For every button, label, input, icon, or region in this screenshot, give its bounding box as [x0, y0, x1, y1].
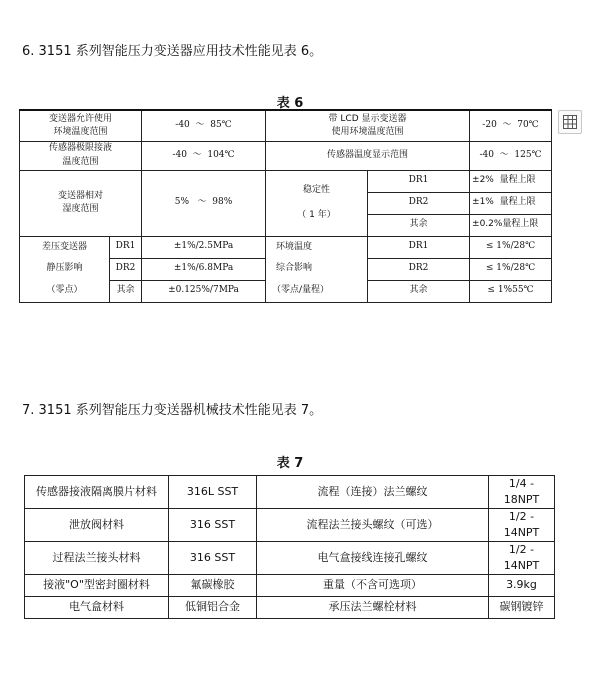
stability-dr2-key: DR2 [368, 192, 470, 214]
spec-key: 电气盒材料 [25, 596, 169, 618]
static-pressure-label-line1: 差压变送器 [20, 236, 110, 258]
stability-label-main: 稳定性 [303, 184, 331, 195]
sensor-temp-display-value: -40 ～ 125℃ [470, 141, 552, 170]
ambient-effect-label-line1: 环境温度 [266, 236, 368, 258]
static-pressure-label-line3: （零点） [20, 280, 110, 302]
spec-value: 氟碳橡胶 [169, 574, 257, 596]
section-7-heading: 7. 3151 系列智能压力变送器机械技术性能见表 7。 [22, 403, 323, 418]
static-dr1-key: DR1 [110, 236, 142, 258]
spec-value: 3.9kg [489, 574, 555, 596]
spec-value: 1/2 - 14NPT [489, 508, 555, 541]
table-7-caption: 表 7 [276, 456, 304, 471]
static-other-key: 其余 [110, 280, 142, 302]
table-row [25, 541, 555, 574]
spec-key: 泄放阀材料 [25, 508, 169, 541]
table-row [25, 596, 555, 618]
ambient-effect-label-line2: 综合影响 [266, 258, 368, 280]
ambient-dr2-value: ≤ 1%/28℃ [470, 258, 552, 280]
ambient-dr1-value: ≤ 1%/28℃ [470, 236, 552, 258]
sensor-temp-display-label: 传感器温度显示范围 [266, 141, 470, 170]
table-6 [19, 109, 552, 303]
sensor-wetted-temp-label: 传感器极限接液 温度范围 [20, 141, 142, 170]
ambient-temp-value: -40 ～ 85℃ [142, 110, 266, 141]
table-7 [24, 475, 555, 619]
spec-value: 低铜铝合金 [169, 596, 257, 618]
table-grid-icon [562, 114, 578, 130]
section-6-heading: 6. 3151 系列智能压力变送器应用技术性能见表 6。 [22, 44, 323, 59]
stability-dr1-key: DR1 [368, 170, 470, 192]
spec-key: 电气盒接线连接孔螺纹 [257, 541, 489, 574]
static-pressure-label-line2: 静压影响 [20, 258, 110, 280]
table-row [25, 508, 555, 541]
static-other-value: ±0.125%/7MPa [142, 280, 266, 302]
spec-key: 流程法兰接头螺纹（可选） [257, 508, 489, 541]
spec-value: 316L SST [169, 476, 257, 509]
spec-key: 承压法兰螺栓材料 [257, 596, 489, 618]
humidity-value: 5% ～ 98% [142, 170, 266, 236]
stability-other-key: 其余 [368, 214, 470, 236]
sensor-wetted-temp-value: -40 ～ 104℃ [142, 141, 266, 170]
spec-key: 接液"O"型密封圈材料 [25, 574, 169, 596]
static-dr2-value: ±1%/6.8MPa [142, 258, 266, 280]
table-extract-icon[interactable] [558, 110, 582, 134]
ambient-temp-label: 变送器允许使用 环境温度范围 [20, 110, 142, 141]
humidity-label: 变送器相对 湿度范围 [20, 170, 142, 236]
spec-value: 1/2 - 14NPT [489, 541, 555, 574]
spec-key: 过程法兰接头材料 [25, 541, 169, 574]
stability-label [266, 170, 368, 236]
ambient-dr2-key: DR2 [368, 258, 470, 280]
spec-key: 流程（连接）法兰螺纹 [257, 476, 489, 509]
spec-key: 重量（不含可选项） [257, 574, 489, 596]
table-row [25, 476, 555, 509]
spec-value: 碳钢镀锌 [489, 596, 555, 618]
stability-dr2-value: ±1% 量程上限 [470, 192, 552, 214]
lcd-ambient-temp-value: -20 ～ 70℃ [470, 110, 552, 141]
static-dr1-value: ±1%/2.5MPa [142, 236, 266, 258]
stability-dr1-value: ±2% 量程上限 [470, 170, 552, 192]
ambient-dr1-key: DR1 [368, 236, 470, 258]
lcd-ambient-temp-label: 带 LCD 显示变送器 使用环境温度范围 [266, 110, 470, 141]
spec-value: 316 SST [169, 541, 257, 574]
stability-other-value: ±0.2%量程上限 [470, 214, 552, 236]
spec-key: 传感器接液隔离膜片材料 [25, 476, 169, 509]
ambient-effect-label-line3: （零点/量程） [266, 280, 368, 302]
stability-label-period: （ 1 年） [297, 210, 336, 220]
spec-value: 1/4 - 18NPT [489, 476, 555, 509]
spec-value: 316 SST [169, 508, 257, 541]
ambient-other-value: ≤ 1%55℃ [470, 280, 552, 302]
table-row [25, 574, 555, 596]
ambient-other-key: 其余 [368, 280, 470, 302]
table-6-caption: 表 6 [276, 96, 304, 111]
static-dr2-key: DR2 [110, 258, 142, 280]
